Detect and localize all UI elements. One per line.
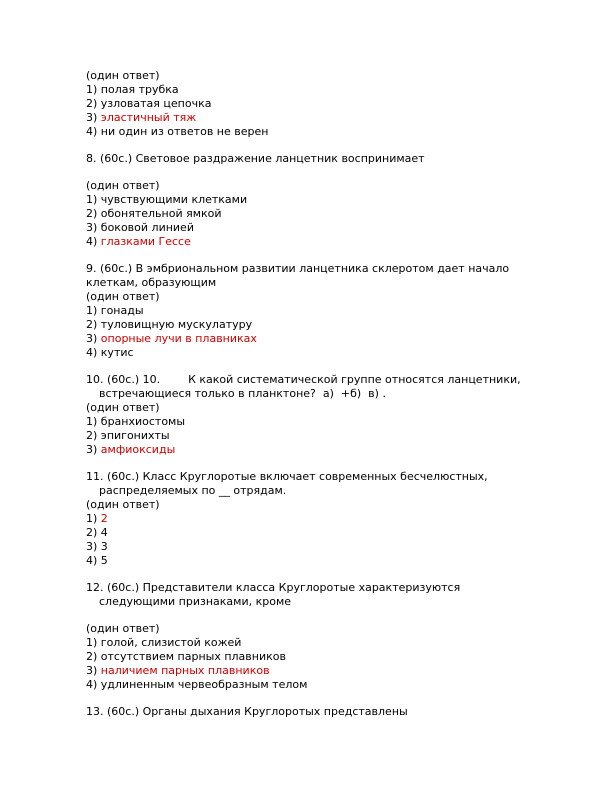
- q11-option-1-number: 1): [86, 512, 101, 525]
- q11-option-2: 2) 4: [86, 526, 108, 539]
- q12-option-3-number: 3): [86, 664, 101, 677]
- q7-option-3: [86, 111, 556, 125]
- q9-title-line-2: клеткам, образующим: [86, 276, 217, 289]
- q9-option-3: [86, 332, 556, 346]
- q9-option-3-number: 3): [86, 332, 101, 345]
- q12-option-1: 1) голой, слизистой кожей: [86, 636, 242, 649]
- q10-option-2: 2) эпигонихты: [86, 429, 170, 442]
- q11-option-3: 3) 3: [86, 540, 108, 553]
- q10-option-3-number: 3): [86, 443, 101, 456]
- quiz-content: [86, 69, 556, 719]
- q13-title: 13. (60с.) Органы дыхания Круглоротых представлены: [86, 705, 408, 718]
- q10-answer-mode: (один ответ): [86, 401, 160, 414]
- q12-option-2: 2) отсутствием парных плавников: [86, 650, 286, 663]
- q9-option-4: 4) кутис: [86, 346, 134, 359]
- q12-title-line-2: следующими признаками, кроме: [99, 595, 292, 608]
- q11-option-1: [86, 512, 556, 526]
- q7-option-3-number: 3): [86, 111, 101, 124]
- q8-option-2: 2) обонятельной ямкой: [86, 207, 222, 220]
- q12-option-3: [86, 664, 556, 678]
- q11-answer-mode: (один ответ): [86, 498, 160, 511]
- q7-option-1: 1) полая трубка: [86, 83, 179, 96]
- q8-answer-mode: (один ответ): [86, 179, 160, 192]
- q12-title-line-1: 12. (60с.) Представители класса Круглоротые характеризуются: [86, 581, 461, 594]
- q9-option-1: 1) гонады: [86, 304, 144, 317]
- q12-option-4: 4) удлиненным червеобразным телом: [86, 678, 308, 691]
- q11-title-line-2: распределяемых по __ отрядам.: [99, 484, 287, 497]
- q8-option-1: 1) чувствующими клетками: [86, 193, 248, 206]
- q11-title-line-1: 11. (60с.) Класс Круглоротые включает современных бесчелюстных,: [86, 470, 488, 483]
- q8-option-4: [86, 235, 556, 249]
- q10-option-1: 1) бранхиостомы: [86, 415, 186, 428]
- q10-correct-answer: амфиоксиды: [100, 443, 176, 456]
- q7-correct-answer: эластичный тяж: [100, 111, 197, 124]
- q10-option-3: [86, 443, 556, 457]
- q9-answer-mode: (один ответ): [86, 290, 160, 303]
- q8-correct-answer: глазками Гессе: [100, 235, 191, 248]
- q11-correct-answer: 2: [100, 512, 108, 525]
- q10-title-line-2: встречающиеся только в планктоне? а) +б) в) .: [99, 387, 386, 400]
- q9-correct-answer: опорные лучи в плавниках: [100, 332, 257, 345]
- q12-correct-answer: наличием парных плавников: [100, 664, 270, 677]
- q9-option-2: 2) туловищную мускулатуру: [86, 318, 253, 331]
- q8-title: 8. (60с.) Световое раздражение ланцетник воспринимает: [86, 152, 425, 165]
- q7-option-4: 4) ни один из ответов не верен: [86, 125, 269, 138]
- q8-option-4-number: 4): [86, 235, 101, 248]
- q11-option-4: 4) 5: [86, 554, 108, 567]
- q7-answer-mode: (один ответ): [86, 69, 160, 82]
- q7-option-2: 2) узловатая цепочка: [86, 97, 212, 110]
- q10-title-line-1: 10. (60с.) 10. К какой систематической группе относятся ланцетники,: [86, 373, 521, 386]
- q9-title-line-1: 9. (60с.) В эмбриональном развитии ланцетника склеротом дает начало: [86, 262, 510, 275]
- q8-option-3: 3) боковой линией: [86, 221, 194, 234]
- q12-answer-mode: (один ответ): [86, 622, 160, 635]
